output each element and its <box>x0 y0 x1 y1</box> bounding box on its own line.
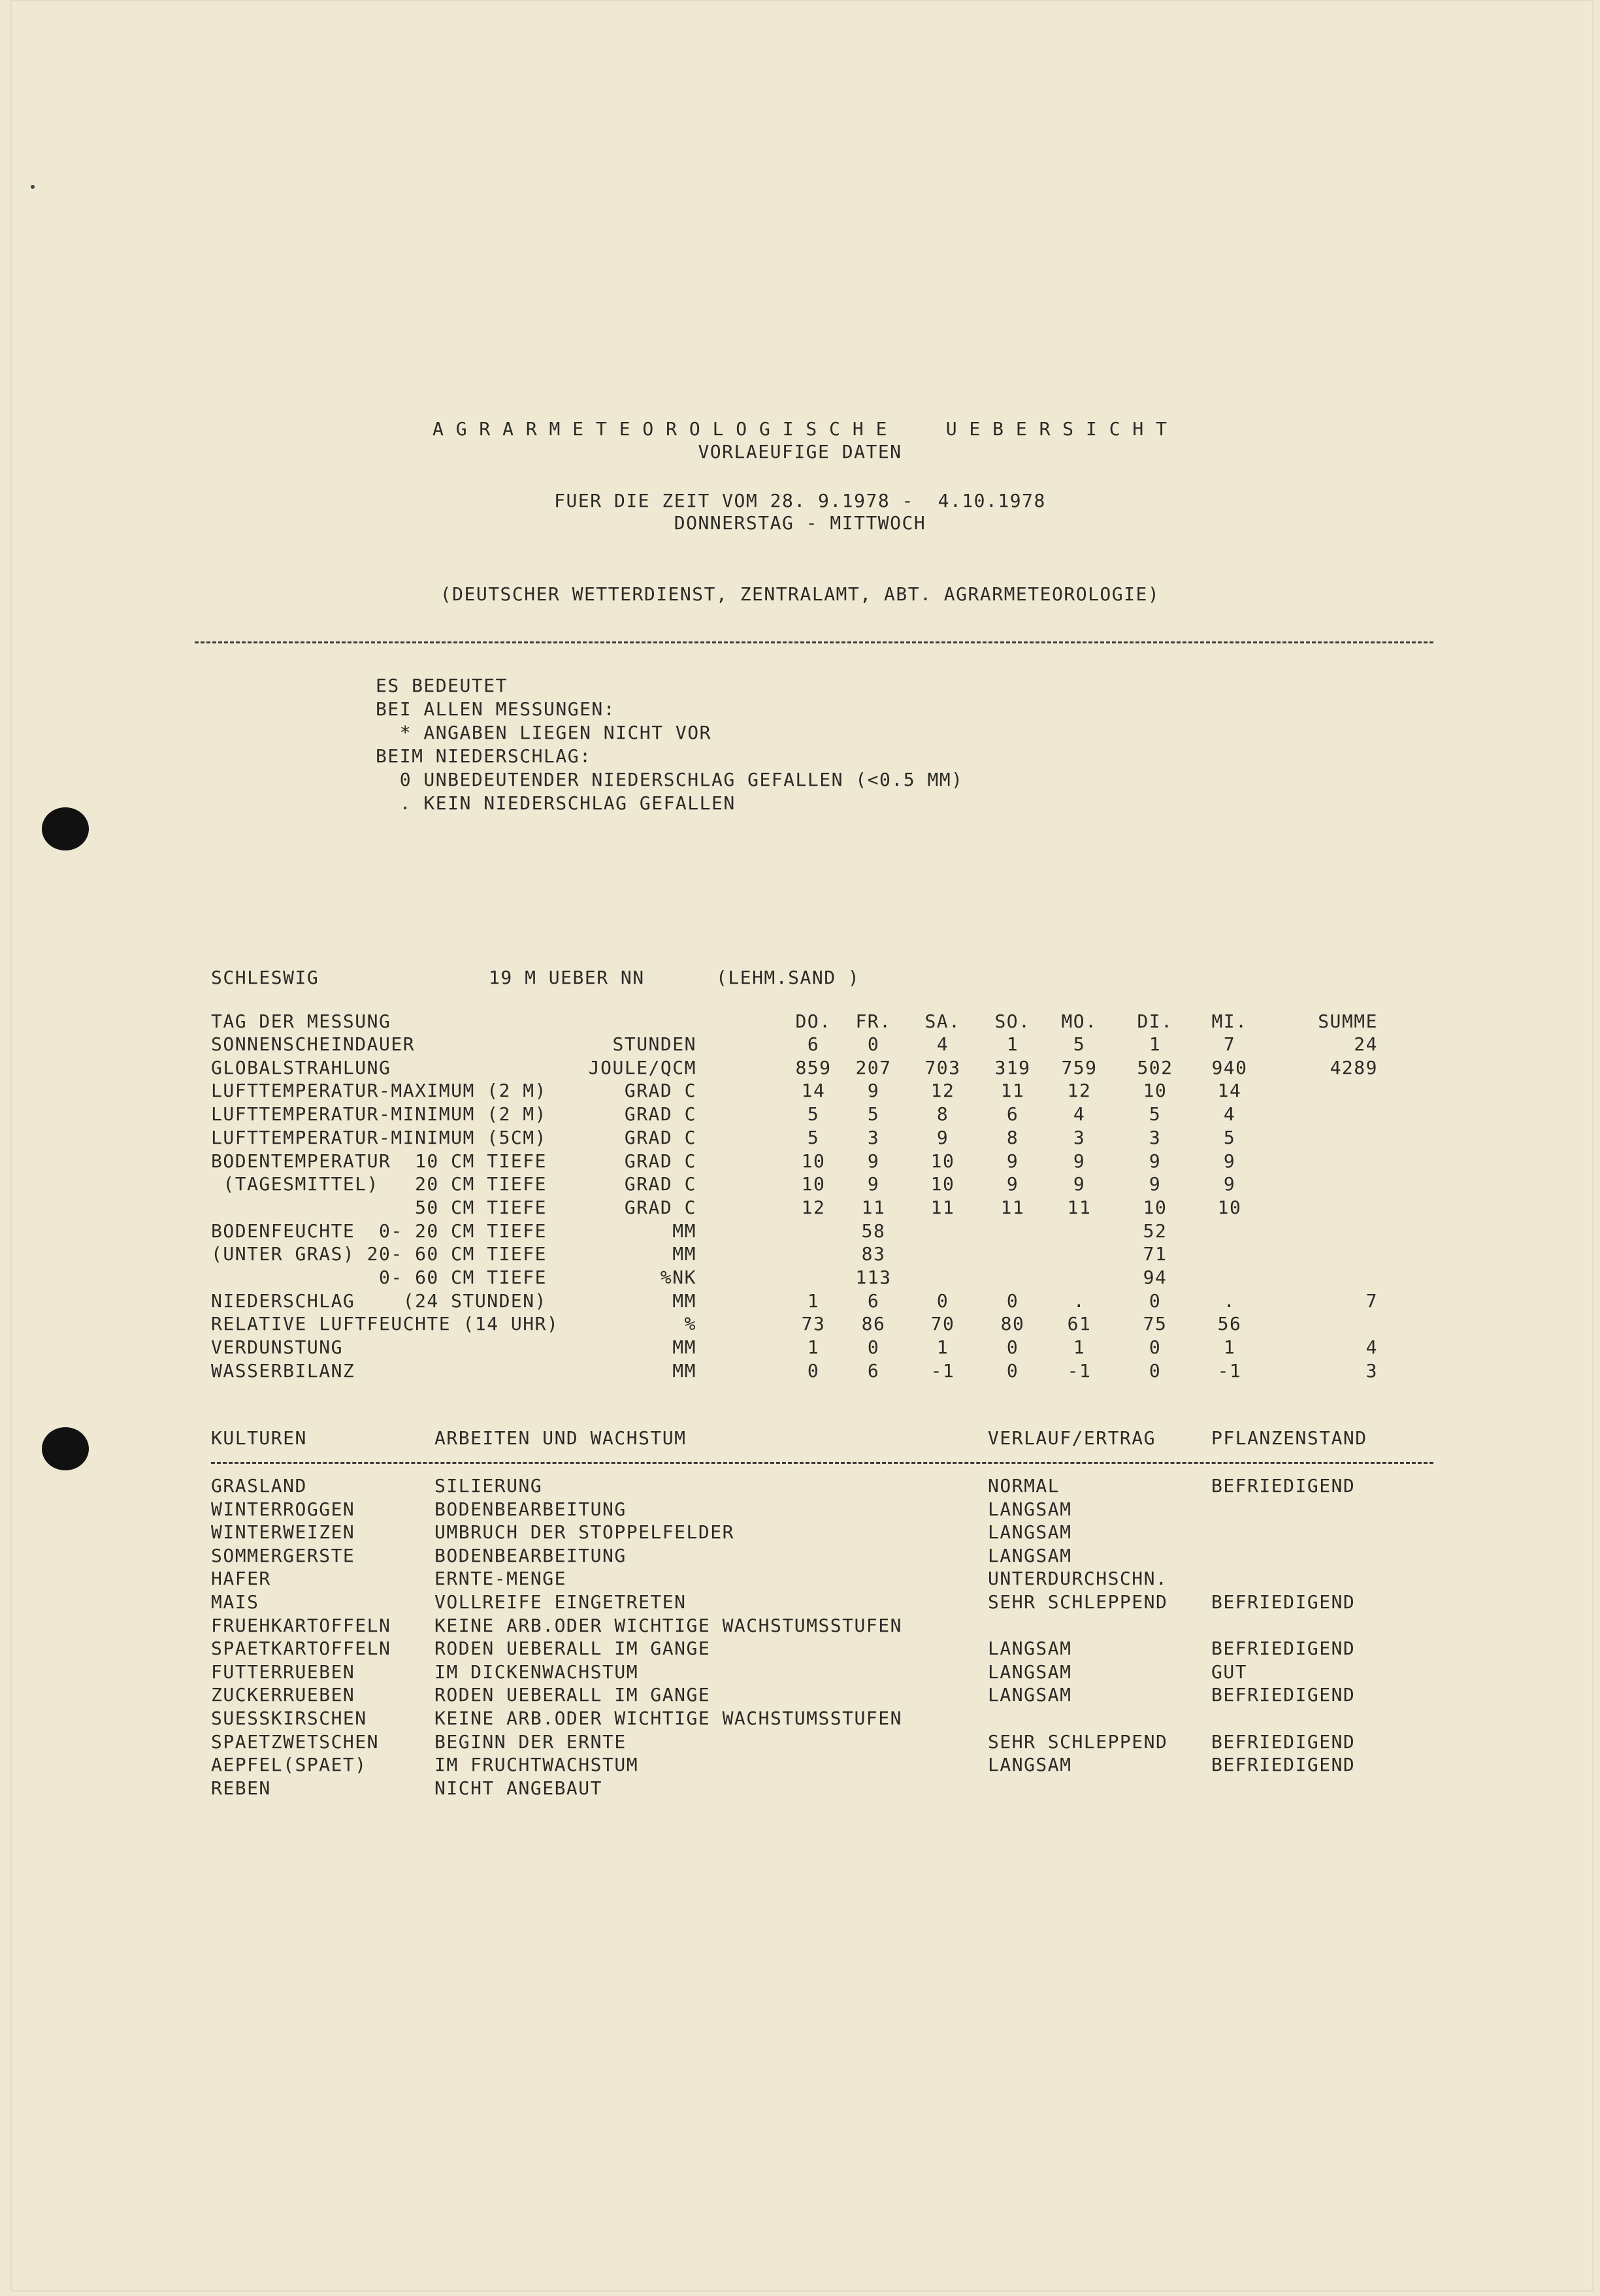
measure-sum-cell: 4 <box>1365 1336 1378 1358</box>
measure-sum-cell: 4289 <box>1330 1057 1378 1078</box>
cultures-header-progress: VERLAUF/ERTRAG <box>988 1427 1156 1449</box>
measure-row-label: (UNTER GRAS) 20- 60 CM TIEFE <box>211 1243 547 1265</box>
measure-cell: 3 <box>1149 1127 1162 1148</box>
measure-cell: 1 <box>807 1336 820 1358</box>
measure-cell: 86 <box>861 1313 886 1334</box>
measure-row-unit: GRAD C <box>624 1197 696 1218</box>
measure-row-unit: GRAD C <box>624 1173 696 1195</box>
measure-cell: 1 <box>936 1336 949 1358</box>
measure-row-label: LUFTTEMPERATUR-MINIMUM (5CM) <box>211 1127 547 1148</box>
culture-work: BODENBEARBEITUNG <box>434 1498 627 1520</box>
culture-crop: REBEN <box>211 1777 271 1799</box>
measure-cell: 9 <box>1149 1173 1162 1195</box>
measure-cell: 12 <box>930 1080 955 1101</box>
legend-line: BEIM NIEDERSCHLAG: <box>376 745 592 767</box>
culture-progress: NORMAL <box>988 1475 1060 1496</box>
table-header-day: SA. <box>924 1011 961 1032</box>
measure-cell: 9 <box>1073 1150 1086 1172</box>
measure-cell: 5 <box>1223 1127 1236 1148</box>
measure-cell: 73 <box>801 1313 826 1334</box>
table-header-day: DO. <box>795 1011 832 1032</box>
cultures-header-crop: KULTUREN <box>211 1427 307 1449</box>
measure-cell: 71 <box>1143 1243 1167 1265</box>
measure-row-label: BODENTEMPERATUR 10 CM TIEFE <box>211 1150 547 1172</box>
measure-cell: 1 <box>1149 1033 1162 1055</box>
measure-cell: 10 <box>930 1173 955 1195</box>
measure-cell: 3 <box>867 1127 880 1148</box>
legend-line: BEI ALLEN MESSUNGEN: <box>376 698 616 720</box>
measure-row-unit: GRAD C <box>624 1103 696 1125</box>
measure-cell: 14 <box>801 1080 826 1101</box>
measure-cell: 0 <box>936 1290 949 1312</box>
measure-cell: 5 <box>807 1127 820 1148</box>
punch-hole-bottom <box>42 1427 89 1470</box>
culture-crop: SPAETKARTOFFELN <box>211 1638 391 1659</box>
measure-row-label: BODENFEUCHTE 0- 20 CM TIEFE <box>211 1220 547 1242</box>
cultures-header-work: ARBEITEN UND WACHSTUM <box>434 1427 687 1449</box>
measure-cell: 4 <box>936 1033 949 1055</box>
measure-cell: 9 <box>867 1173 880 1195</box>
culture-crop: WINTERWEIZEN <box>211 1521 355 1543</box>
culture-progress: LANGSAM <box>988 1661 1072 1683</box>
report-subtitle: VORLAEUFIGE DATEN <box>698 441 902 462</box>
culture-progress: LANGSAM <box>988 1638 1072 1659</box>
measure-cell: 0 <box>807 1360 820 1382</box>
measure-cell: 207 <box>855 1057 892 1078</box>
measure-cell: 75 <box>1143 1313 1167 1334</box>
measure-row-label: LUFTTEMPERATUR-MINIMUM (2 M) <box>211 1103 547 1125</box>
separator-line <box>195 641 1433 643</box>
culture-stand: BEFRIEDIGEND <box>1211 1638 1356 1659</box>
measure-cell: 80 <box>1000 1313 1025 1334</box>
culture-progress: UNTERDURCHSCHN. <box>988 1568 1168 1589</box>
culture-work: RODEN UEBERALL IM GANGE <box>434 1684 711 1706</box>
culture-work: SILIERUNG <box>434 1475 543 1496</box>
measure-row-label: 50 CM TIEFE <box>211 1197 547 1218</box>
measure-cell: 9 <box>1223 1173 1236 1195</box>
culture-crop: FUTTERRUEBEN <box>211 1661 355 1683</box>
punch-hole-top <box>42 807 89 850</box>
measure-cell: 11 <box>1000 1197 1025 1218</box>
measure-cell: 9 <box>936 1127 949 1148</box>
culture-crop: HAFER <box>211 1568 271 1589</box>
measure-cell: 759 <box>1061 1057 1098 1078</box>
measure-cell: 113 <box>855 1267 892 1288</box>
measure-cell: 9 <box>1149 1150 1162 1172</box>
measure-row-unit: MM <box>672 1220 696 1242</box>
measure-cell: 1 <box>1006 1033 1019 1055</box>
culture-work: BEGINN DER ERNTE <box>434 1731 627 1753</box>
measure-cell: -1 <box>930 1360 955 1382</box>
measure-cell: 0 <box>1149 1336 1162 1358</box>
measure-cell: 11 <box>1000 1080 1025 1101</box>
measure-cell: 56 <box>1217 1313 1242 1334</box>
measure-row-label: GLOBALSTRAHLUNG <box>211 1057 391 1078</box>
measure-cell: 12 <box>801 1197 826 1218</box>
culture-stand: GUT <box>1211 1661 1248 1683</box>
measure-cell: 4 <box>1073 1103 1086 1125</box>
measure-cell: 3 <box>1073 1127 1086 1148</box>
measure-row-label: VERDUNSTUNG <box>211 1336 343 1358</box>
measure-sum-cell: 7 <box>1365 1290 1378 1312</box>
measure-cell: 10 <box>1143 1080 1167 1101</box>
measure-cell: 6 <box>867 1290 880 1312</box>
measure-cell: 12 <box>1067 1080 1092 1101</box>
report-period: FUER DIE ZEIT VOM 28. 9.1978 - 4.10.1978 <box>554 490 1046 511</box>
culture-work: IM FRUCHTWACHSTUM <box>434 1754 639 1775</box>
legend-line: 0 UNBEDEUTENDER NIEDERSCHLAG GEFALLEN (<0.5 MM) <box>376 769 964 790</box>
measure-row-label: LUFTTEMPERATUR-MAXIMUM (2 M) <box>211 1080 547 1101</box>
measure-row-label: RELATIVE LUFTFEUCHTE (14 UHR) <box>211 1313 559 1334</box>
measure-cell: -1 <box>1067 1360 1092 1382</box>
measure-cell: 319 <box>994 1057 1031 1078</box>
culture-work: ERNTE-MENGE <box>434 1568 566 1589</box>
measure-cell: 703 <box>924 1057 961 1078</box>
station-soil: (LEHM.SAND ) <box>716 967 860 988</box>
measure-row-unit: MM <box>672 1360 696 1382</box>
measure-cell: 58 <box>861 1220 886 1242</box>
measure-cell: 10 <box>1143 1197 1167 1218</box>
measure-cell: 10 <box>930 1150 955 1172</box>
measure-sum-cell: 24 <box>1354 1033 1378 1055</box>
culture-work: KEINE ARB.ODER WICHTIGE WACHSTUMSSTUFEN <box>434 1707 902 1729</box>
measure-cell: 7 <box>1223 1033 1236 1055</box>
measure-cell: 5 <box>1073 1033 1086 1055</box>
measure-cell: 61 <box>1067 1313 1092 1334</box>
culture-crop: MAIS <box>211 1591 259 1613</box>
measure-cell: 0 <box>1006 1360 1019 1382</box>
measure-row-unit: JOULE/QCM <box>588 1057 696 1078</box>
culture-crop: SUESSKIRSCHEN <box>211 1707 367 1729</box>
measure-cell: -1 <box>1217 1360 1242 1382</box>
table-header-day: MI. <box>1211 1011 1248 1032</box>
measure-cell: 4 <box>1223 1103 1236 1125</box>
measure-cell: 5 <box>807 1103 820 1125</box>
table-header-day: DI. <box>1137 1011 1173 1032</box>
measure-cell: 6 <box>867 1360 880 1382</box>
culture-crop: SOMMERGERSTE <box>211 1545 355 1566</box>
measure-cell: 11 <box>1067 1197 1092 1218</box>
culture-work: KEINE ARB.ODER WICHTIGE WACHSTUMSSTUFEN <box>434 1615 902 1636</box>
measure-row-label: 0- 60 CM TIEFE <box>211 1267 547 1288</box>
measure-cell: 1 <box>807 1290 820 1312</box>
report-source: (DEUTSCHER WETTERDIENST, ZENTRALAMT, ABT. AGRARMETEOROLOGIE) <box>440 583 1160 605</box>
culture-progress: LANGSAM <box>988 1545 1072 1566</box>
measure-cell: 1 <box>1223 1336 1236 1358</box>
measure-cell: 8 <box>1006 1127 1019 1148</box>
measure-cell: 5 <box>867 1103 880 1125</box>
measure-cell: 10 <box>801 1173 826 1195</box>
culture-progress: SEHR SCHLEPPEND <box>988 1731 1168 1753</box>
measure-cell: 9 <box>1073 1173 1086 1195</box>
measure-cell: 0 <box>1149 1290 1162 1312</box>
culture-progress: LANGSAM <box>988 1684 1072 1706</box>
table-header-day: SO. <box>994 1011 1031 1032</box>
culture-crop: ZUCKERRUEBEN <box>211 1684 355 1706</box>
measure-cell: 70 <box>930 1313 955 1334</box>
culture-stand: BEFRIEDIGEND <box>1211 1591 1356 1613</box>
culture-crop: SPAETZWETSCHEN <box>211 1731 380 1753</box>
culture-progress: LANGSAM <box>988 1754 1072 1775</box>
culture-work: NICHT ANGEBAUT <box>434 1777 603 1799</box>
measure-row-label: SONNENSCHEINDAUER <box>211 1033 416 1055</box>
measure-cell: 5 <box>1149 1103 1162 1125</box>
cultures-header-stand: PFLANZENSTAND <box>1211 1427 1367 1449</box>
legend-line: ES BEDEUTET <box>376 675 508 696</box>
measure-row-unit: %NK <box>660 1267 696 1288</box>
measure-cell: 0 <box>867 1033 880 1055</box>
culture-crop: WINTERROGGEN <box>211 1498 355 1520</box>
table-header-label: TAG DER MESSUNG <box>211 1011 391 1032</box>
culture-stand: BEFRIEDIGEND <box>1211 1475 1356 1496</box>
measure-row-label: WASSERBILANZ <box>211 1360 355 1382</box>
measure-row-unit: GRAD C <box>624 1127 696 1148</box>
measure-cell: 9 <box>1006 1173 1019 1195</box>
culture-work: VOLLREIFE EINGETRETEN <box>434 1591 687 1613</box>
culture-work: RODEN UEBERALL IM GANGE <box>434 1638 711 1659</box>
report-title: A G R A R M E T E O R O L O G I S C H E U E B E R S I C H T <box>432 418 1168 440</box>
measure-row-label: NIEDERSCHLAG (24 STUNDEN) <box>211 1290 547 1312</box>
measure-row-unit: GRAD C <box>624 1080 696 1101</box>
measure-cell: 0 <box>1006 1290 1019 1312</box>
measure-cell: 9 <box>867 1080 880 1101</box>
culture-stand: BEFRIEDIGEND <box>1211 1684 1356 1706</box>
measure-row-unit: STUNDEN <box>612 1033 696 1055</box>
culture-crop: GRASLAND <box>211 1475 307 1496</box>
measure-cell: 940 <box>1211 1057 1248 1078</box>
measure-cell: 14 <box>1217 1080 1242 1101</box>
measure-cell: 9 <box>867 1150 880 1172</box>
culture-progress: LANGSAM <box>988 1521 1072 1543</box>
legend-line: * ANGABEN LIEGEN NICHT VOR <box>376 722 712 743</box>
table-header-day: FR. <box>855 1011 892 1032</box>
ink-speck <box>31 185 35 189</box>
measure-cell: 859 <box>795 1057 832 1078</box>
culture-work: BODENBEARBEITUNG <box>434 1545 627 1566</box>
measure-row-unit: MM <box>672 1336 696 1358</box>
culture-stand: BEFRIEDIGEND <box>1211 1754 1356 1775</box>
measure-sum-cell: 3 <box>1365 1360 1378 1382</box>
measure-row-unit: % <box>684 1313 696 1334</box>
measure-cell: 6 <box>807 1033 820 1055</box>
measure-cell: 11 <box>930 1197 955 1218</box>
table-header-sum: SUMME <box>1318 1011 1378 1032</box>
measure-cell: . <box>1073 1290 1086 1312</box>
culture-work: UMBRUCH DER STOPPELFELDER <box>434 1521 734 1543</box>
cultures-separator-line <box>211 1462 1433 1464</box>
measure-cell: 6 <box>1006 1103 1019 1125</box>
measure-cell: 0 <box>1149 1360 1162 1382</box>
measure-cell: 94 <box>1143 1267 1167 1288</box>
culture-stand: BEFRIEDIGEND <box>1211 1731 1356 1753</box>
culture-crop: AEPFEL(SPAET) <box>211 1754 367 1775</box>
measure-cell: 0 <box>867 1336 880 1358</box>
legend-line: . KEIN NIEDERSCHLAG GEFALLEN <box>376 792 736 814</box>
measure-cell: 1 <box>1073 1336 1086 1358</box>
culture-progress: SEHR SCHLEPPEND <box>988 1591 1168 1613</box>
measure-row-unit: MM <box>672 1290 696 1312</box>
measure-row-label: (TAGESMITTEL) 20 CM TIEFE <box>211 1173 547 1195</box>
culture-work: IM DICKENWACHSTUM <box>434 1661 639 1683</box>
table-header-day: MO. <box>1061 1011 1098 1032</box>
station-elevation: 19 M UEBER NN <box>489 967 645 988</box>
station-name: SCHLESWIG <box>211 967 319 988</box>
measure-cell: 83 <box>861 1243 886 1265</box>
measure-row-unit: GRAD C <box>624 1150 696 1172</box>
measure-cell: 8 <box>936 1103 949 1125</box>
measure-cell: 10 <box>801 1150 826 1172</box>
measure-cell: 0 <box>1006 1336 1019 1358</box>
measure-cell: 502 <box>1137 1057 1173 1078</box>
measure-cell: 10 <box>1217 1197 1242 1218</box>
measure-cell: 52 <box>1143 1220 1167 1242</box>
culture-crop: FRUEHKARTOFFELN <box>211 1615 391 1636</box>
measure-cell: 9 <box>1006 1150 1019 1172</box>
measure-row-unit: MM <box>672 1243 696 1265</box>
measure-cell: 11 <box>861 1197 886 1218</box>
report-days: DONNERSTAG - MITTWOCH <box>674 512 926 534</box>
culture-progress: LANGSAM <box>988 1498 1072 1520</box>
measure-cell: . <box>1223 1290 1236 1312</box>
measure-cell: 9 <box>1223 1150 1236 1172</box>
